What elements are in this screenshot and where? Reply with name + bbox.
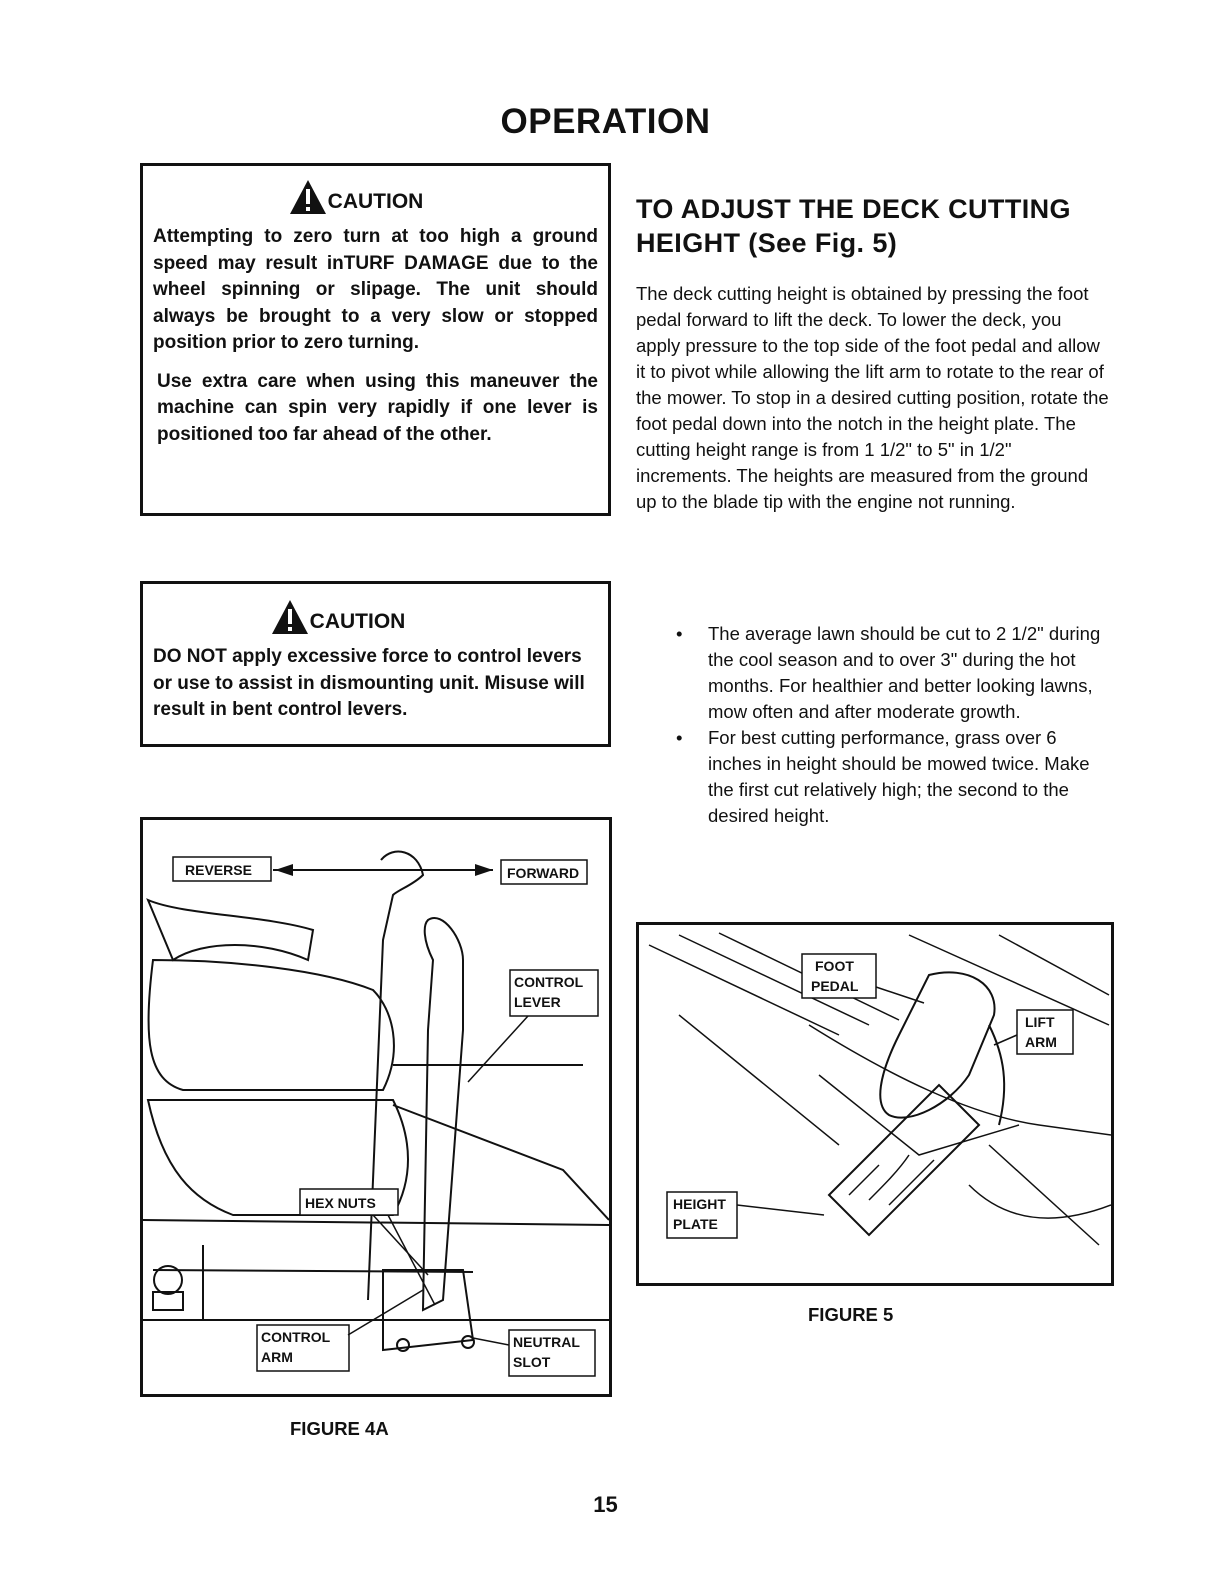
callout-control-lever-line1: CONTROL	[514, 974, 584, 990]
deck-cutting-body: The deck cutting height is obtained by pressing the foot pedal forward to lift the deck. To lower the deck, you apply pressure to the top side of the foot pedal and allow it to pivot while allowing the lift arm to rotate to the rear of the mower. To stop in a desired cutting position, rotate the foot pedal down into the notch in the height plate. The cutting height range is from 1 1/2" to 5" in 1/2" increments. The heights are measured from the ground up to the blade tip with the engine not running.	[636, 283, 1109, 512]
callout-height-plate-line2: PLATE	[673, 1216, 718, 1232]
callout-lift-arm-line1: LIFT	[1025, 1014, 1055, 1030]
figure-5-caption: FIGURE 5	[808, 1304, 894, 1325]
caution-paragraph-2: Use extra care when using this maneuver the machine can spin very rapidly if one lever is positioned too far ahead of the other.	[157, 370, 598, 445]
caution-paragraph-1: Attempting to zero turn at too high a ground speed may result inTURF DAMAGE due to the wheel spinning or slipage. The unit should always be brought to a very slow or stopped position prior to zero turning.	[153, 226, 598, 353]
callout-control-lever-line2: LEVER	[514, 994, 561, 1010]
bolt	[397, 1339, 409, 1351]
callout-lift-arm-line2: ARM	[1025, 1034, 1057, 1050]
callout-control-arm-line1: CONTROL	[261, 1329, 331, 1345]
seat-back	[148, 960, 393, 1090]
back-lever	[368, 852, 423, 1300]
deck-line	[909, 935, 1109, 1025]
caution-label: CAUTION	[309, 610, 406, 633]
frame-line	[143, 1220, 609, 1225]
deck-line	[999, 935, 1109, 995]
caution-box-control-levers	[140, 581, 611, 747]
list-item	[648, 725, 1113, 829]
frame	[989, 1145, 1099, 1245]
callout-foot-pedal-line2: PEDAL	[811, 978, 859, 994]
lift-arm	[989, 1025, 1004, 1125]
figure-5-drawing	[639, 925, 1111, 1283]
caution-heading	[113, 178, 598, 216]
control-lever-shaft	[423, 918, 463, 1310]
callout-foot-pedal-line1: FOOT	[815, 958, 854, 974]
caution-box-zero-turn	[140, 163, 611, 516]
page-title: OPERATION	[500, 102, 711, 141]
callout-forward: FORWARD	[507, 865, 580, 881]
bullet-icon: •	[676, 623, 683, 644]
callout-neutral-slot-line1: NEUTRAL	[513, 1334, 580, 1350]
warning-triangle-icon	[288, 178, 328, 216]
figure-5-foot-pedal	[636, 922, 1114, 1286]
callout-control-arm-line2: ARM	[261, 1349, 293, 1365]
figure-4a-drawing	[143, 820, 609, 1394]
warning-triangle-icon	[270, 598, 310, 636]
figure-4a-caption: FIGURE 4A	[290, 1418, 389, 1439]
figure-4a-control-lever	[140, 817, 612, 1397]
list-item-text: The average lawn should be cut to 2 1/2" during the cool season and to over 3" during the hot months. For healthier and better looking lawns, mow often and after moderate growth.	[708, 623, 1101, 722]
bullet-icon: •	[676, 727, 683, 748]
frame	[969, 1185, 1111, 1218]
height-plate	[829, 1085, 979, 1235]
lever-bracket	[383, 1270, 473, 1350]
deck-tips-list	[648, 621, 1113, 829]
callout-hex-nuts: HEX NUTS	[305, 1195, 376, 1211]
section-heading-deck-cutting-height: TO ADJUST THE DECK CUTTING HEIGHT (See Fig. 5)	[636, 194, 1071, 258]
caution-heading	[73, 598, 602, 636]
page-number: 15	[593, 1492, 618, 1517]
callout-height-plate-line1: HEIGHT	[673, 1196, 726, 1212]
callout-reverse: REVERSE	[185, 862, 252, 878]
list-item-text: For best cutting performance, grass over 6 inches in height should be mowed twice. Make the first cut relatively high; the second to the desired height.	[708, 727, 1090, 826]
caution-paragraph-1: DO NOT apply excessive force to control levers or use to assist in dismounting unit. Misuse will result in bent control levers.	[153, 646, 585, 720]
seat-outline	[148, 900, 313, 960]
list-item	[648, 621, 1113, 725]
deck-line	[679, 1015, 839, 1145]
callout-neutral-slot-line2: SLOT	[513, 1354, 551, 1370]
caution-label: CAUTION	[327, 190, 424, 213]
